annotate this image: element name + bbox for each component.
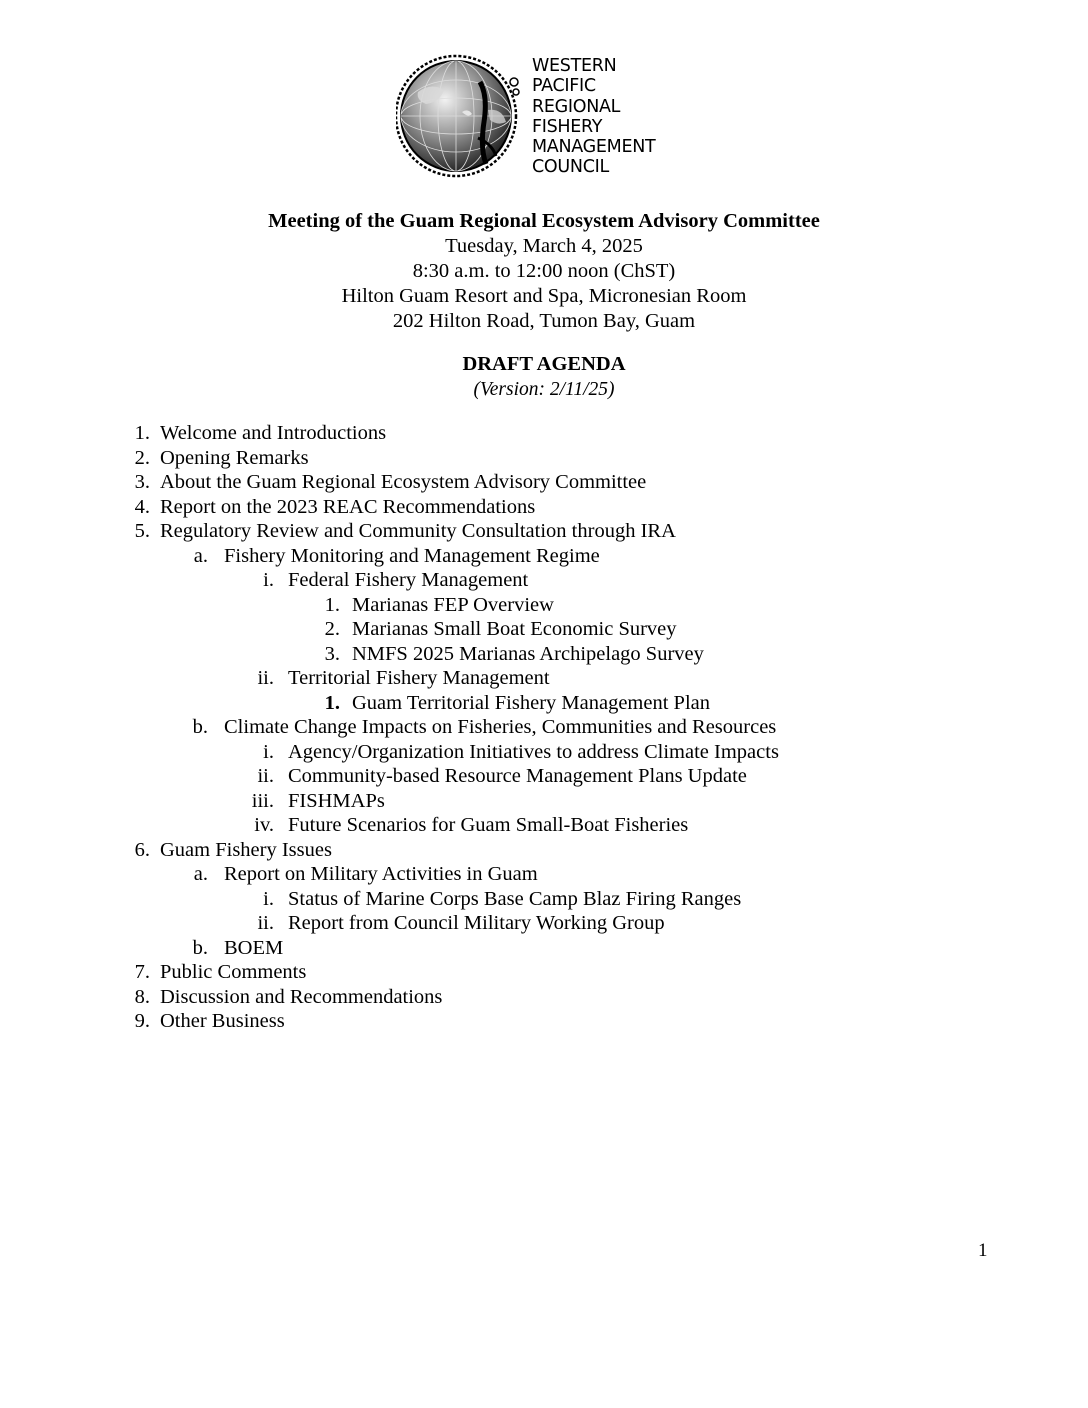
agenda-item-number: 6.: [134, 838, 150, 861]
agenda-title: DRAFT AGENDA: [462, 353, 626, 375]
agenda-item-number: 2.: [134, 446, 150, 469]
agenda-item-text: Guam Fishery Issues: [160, 838, 332, 861]
agenda-item: [0, 789, 1088, 814]
agenda-item: [0, 544, 1088, 569]
agenda-list: [0, 421, 1088, 1034]
agenda-item: [0, 1009, 1088, 1034]
agenda-item-number: i.: [263, 887, 274, 910]
agenda-item-text: NMFS 2025 Marianas Archipelago Survey: [352, 642, 704, 665]
agenda-item-text: Report on Military Activities in Guam: [224, 863, 538, 885]
agenda-item: [0, 470, 1088, 495]
agenda-item-number: 7.: [134, 961, 150, 983]
agenda-item-text: Future Scenarios for Guam Small-Boat Fisheries: [288, 814, 689, 836]
logo-line: FISHERY: [532, 116, 603, 137]
agenda-item-number: 8.: [134, 985, 150, 1008]
logo-line: WESTERN: [532, 56, 617, 76]
agenda-item-text: Public Comments: [160, 961, 307, 983]
meeting-header: [0, 209, 1088, 334]
agenda-item: [0, 593, 1088, 618]
agenda-item-number: a.: [193, 544, 208, 567]
agenda-item-number: 5.: [134, 520, 150, 542]
agenda-item: [0, 446, 1088, 471]
agenda-item-text: Community-based Resource Management Plans Update: [288, 765, 747, 787]
council-logo: [396, 52, 696, 182]
agenda-item-number: 9.: [134, 1010, 150, 1032]
agenda-item-text: FISHMAPs: [288, 789, 385, 812]
logo-line: PACIFIC: [532, 76, 596, 97]
agenda-item-number: ii.: [257, 912, 274, 934]
agenda-item-text: Fishery Monitoring and Management Regime: [224, 544, 600, 567]
agenda-item-number: iii.: [251, 789, 274, 812]
agenda-heading: [0, 352, 1088, 402]
agenda-item-text: Opening Remarks: [160, 446, 309, 469]
agenda-version: (Version: 2/11/25): [473, 379, 615, 400]
agenda-item-text: Report on the 2023 REAC Recommendations: [160, 495, 536, 518]
meeting-title: Meeting of the Guam Regional Ecosystem Advisory Committee: [268, 210, 820, 232]
agenda-item-number: iv.: [254, 814, 274, 836]
agenda-item: [0, 887, 1088, 912]
agenda-item-text: Federal Fishery Management: [288, 569, 529, 591]
agenda-item-number: b.: [192, 936, 208, 959]
agenda-item-number: i.: [263, 740, 274, 763]
agenda-item: [0, 960, 1088, 985]
agenda-item-number: 1.: [134, 422, 150, 444]
agenda-item: [0, 691, 1088, 716]
logo-line: REGIONAL: [532, 96, 621, 117]
agenda-item-number: 3.: [134, 471, 150, 493]
agenda-item-text: Marianas FEP Overview: [352, 593, 554, 616]
meeting-time: 8:30 a.m. to 12:00 noon (ChST): [412, 260, 676, 282]
agenda-item-number: 4.: [134, 495, 150, 518]
agenda-item: [0, 813, 1088, 838]
agenda-item-text: Discussion and Recommendations: [160, 985, 443, 1008]
agenda-item-text: Guam Territorial Fishery Management Plan: [352, 691, 710, 714]
logo-line: COUNCIL: [532, 157, 609, 178]
agenda-item: [0, 568, 1088, 593]
agenda-item: [0, 715, 1088, 740]
agenda-item: [0, 936, 1088, 961]
agenda-item-text: About the Guam Regional Ecosystem Advisory Committee: [160, 471, 647, 493]
agenda-item-text: Marianas Small Boat Economic Survey: [352, 618, 677, 640]
agenda-item: [0, 666, 1088, 691]
agenda-item: [0, 519, 1088, 544]
agenda-item-number: b.: [192, 716, 208, 738]
agenda-item-number: i.: [263, 569, 274, 591]
agenda-item: [0, 495, 1088, 520]
agenda-item-text: Regulatory Review and Community Consultation through IRA: [160, 520, 676, 542]
agenda-item-text: Other Business: [160, 1010, 285, 1032]
agenda-item-number: 3.: [324, 642, 340, 665]
agenda-item-number: a.: [193, 863, 208, 885]
agenda-item-text: Territorial Fishery Management: [288, 667, 550, 689]
agenda-item-number: ii.: [257, 765, 274, 787]
agenda-item-text: Status of Marine Corps Base Camp Blaz Firing Ranges: [288, 887, 742, 910]
agenda-item: [0, 838, 1088, 863]
agenda-item-text: Welcome and Introductions: [160, 422, 387, 444]
agenda-item: [0, 764, 1088, 789]
logo-line: MANAGEMENT: [532, 137, 656, 158]
agenda-item-text: Climate Change Impacts on Fisheries, Communities and Resources: [224, 716, 777, 738]
agenda-item: [0, 862, 1088, 887]
agenda-item: [0, 642, 1088, 667]
agenda-item: [0, 617, 1088, 642]
agenda-item: [0, 985, 1088, 1010]
agenda-item-text: Agency/Organization Initiatives to address Climate Impacts: [288, 740, 779, 763]
globe-logo-icon: [396, 52, 524, 180]
agenda-item-text: Report from Council Military Working Group: [288, 912, 665, 934]
agenda-item: [0, 740, 1088, 765]
agenda-item-number: 1.: [324, 593, 340, 616]
agenda-item-number: 2.: [324, 618, 340, 640]
meeting-venue: Hilton Guam Resort and Spa, Micronesian Room: [341, 285, 747, 307]
agenda-item-number: 1.: [324, 691, 340, 714]
agenda-item: [0, 911, 1088, 936]
meeting-address: 202 Hilton Road, Tumon Bay, Guam: [392, 310, 696, 332]
agenda-item-text: BOEM: [224, 936, 284, 959]
council-name: [532, 56, 655, 178]
agenda-item: [0, 421, 1088, 446]
page-number: 1: [978, 1240, 988, 1261]
meeting-date: Tuesday, March 4, 2025: [445, 235, 643, 257]
agenda-item-number: ii.: [257, 667, 274, 689]
